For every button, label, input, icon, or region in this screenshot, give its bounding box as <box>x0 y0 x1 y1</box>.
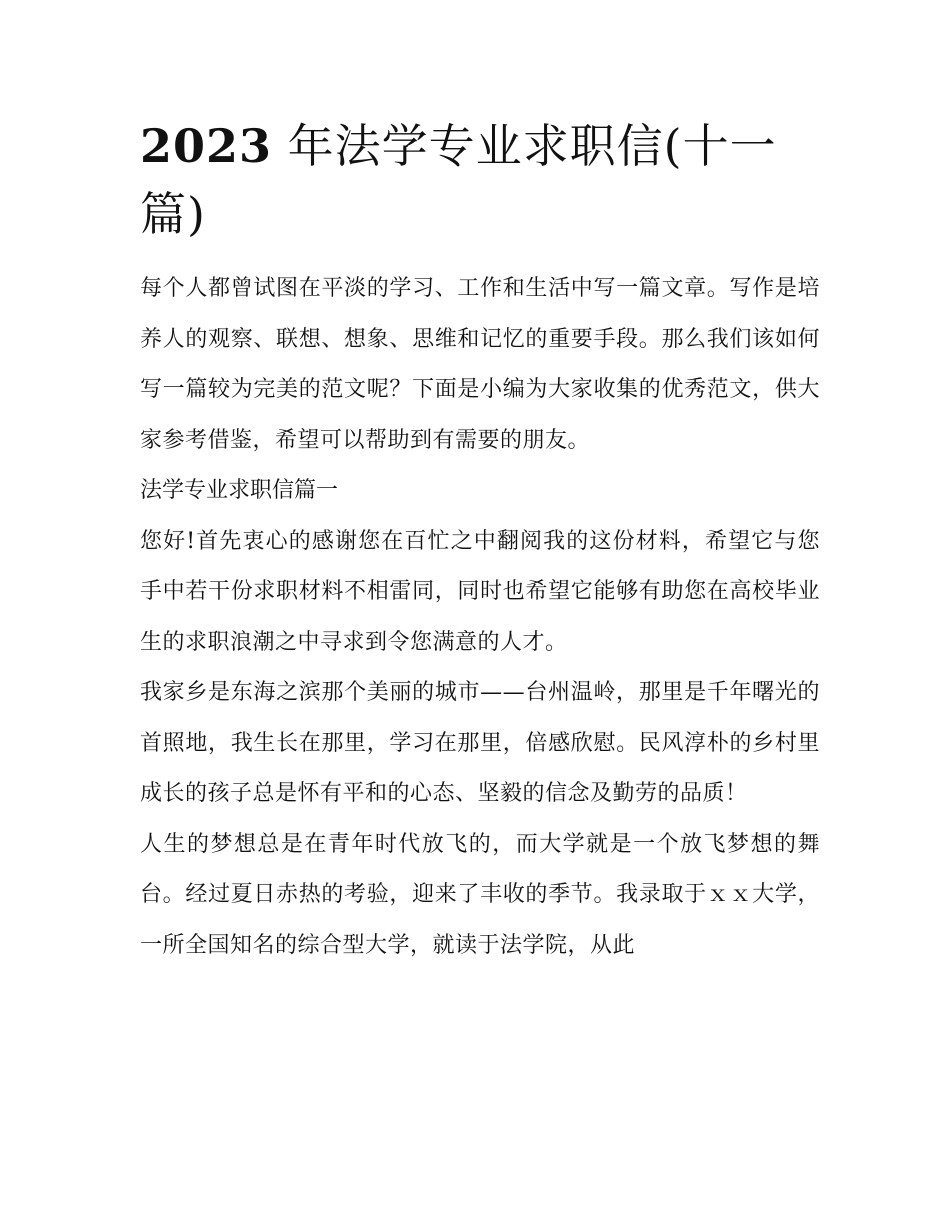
title-text: 年法学专业求职信(十一篇) <box>140 119 777 241</box>
body-paragraph-3: 人生的梦想总是在青年时代放飞的，而大学就是一个放飞梦想的舞台。经过夏日赤热的考验，迎来了丰收的季节。我录取于ｘｘ大学，一所全国知名的综合型大学，就读于法学院，从此 <box>140 831 820 958</box>
body-paragraph-2: 我家乡是东海之滨那个美丽的城市——台州温岭，那里是千年曙光的首照地，我生长在那里，学习在那里，倍感欣慰。民风淳朴的乡村里成长的孩子总是怀有平和的心态、坚毅的信念及勤劳的品质！ <box>140 680 820 806</box>
document-page <box>140 112 820 971</box>
section-heading: 法学专业求职信篇一 <box>140 478 339 503</box>
title-year: 2023 <box>140 119 273 173</box>
intro-paragraph: 每个人都曾试图在平淡的学习、工作和生活中写一篇文章。写作是培养人的观察、联想、想象、思维和记忆的重要手段。那么我们该如何写一篇较为完美的范文呢？下面是小编为大家收集的优秀范文，供大家参考借鉴，希望可以帮助到有需要的朋友。 <box>140 276 820 453</box>
body-paragraph-1: 您好!首先衷心的感谢您在百忙之中翻阅我的这份材料，希望它与您手中若干份求职材料不相雷同，同时也希望它能够有助您在高校毕业生的求职浪潮之中寻求到令您满意的人才。 <box>140 528 820 655</box>
document-title <box>140 112 820 248</box>
